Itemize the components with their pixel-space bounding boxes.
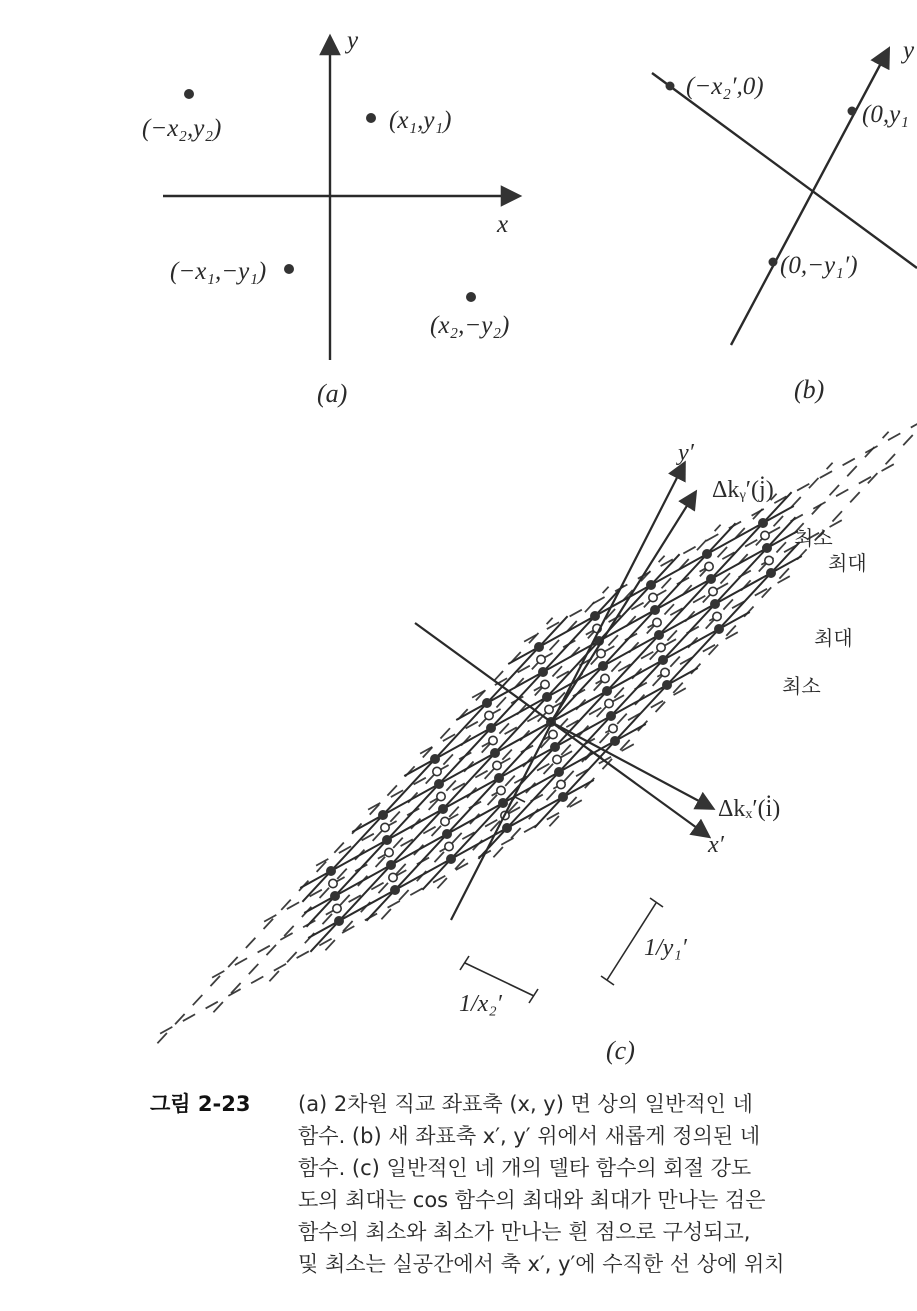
panel-a-point-2 [184,89,194,99]
panel-a-x-label: x [497,211,509,238]
panel-a-point-3-label: (−x₁,−y₁) [170,258,267,285]
panel-c-vector-x-label: Δkₓ′(i̇) [718,796,781,822]
panel-c-lattice [156,401,917,1044]
panel-a-point-3 [284,264,294,274]
scale-x-tick-1 [460,956,469,970]
panel-c-x-axis [415,623,708,836]
max-dot [762,543,772,553]
min-dot [389,873,397,881]
min-dot [609,724,617,732]
min-dot [541,680,549,688]
caption-line: (a) 2차원 직교 좌표축 (x, y) 면 상의 일반적인 네 [298,1092,753,1116]
lattice-line-dashed [213,587,608,1013]
lattice-line-dashed [325,525,720,951]
min-dot [601,674,609,682]
max-dot [482,698,492,708]
min-dot [557,780,565,788]
max-dot [486,723,496,733]
caption-line: 함수. (b) 새 좌표축 x′, y′ 위에서 새롭게 정의된 네 [298,1124,761,1148]
min-dot [445,842,453,850]
caption-line: 함수의 최소와 최소가 만나는 흰 점으로 구성되고, [298,1220,751,1244]
min-dot [653,618,661,626]
min-dot [441,817,449,825]
panel-c-vector-x [551,722,712,808]
panel-b-point-3-label: (0,−y₁′) [780,252,858,279]
min-dot [549,730,557,738]
figure-caption-label: 그림 2-23 [150,1092,251,1116]
max-dot [542,692,552,702]
panel-c-scale-x-label: 1/x₂′ [459,991,502,1017]
max-dot [714,624,724,634]
min-dot [485,711,493,719]
max-dot [558,792,568,802]
panel-c-x-label: x′ [708,832,724,858]
max-dot [442,829,452,839]
max-dot [646,580,656,590]
figure-caption-text [298,1088,785,1280]
max-dot [654,630,664,640]
max-dot [662,680,672,690]
panel-c-caption: (c) [606,1036,635,1065]
min-dot [765,556,773,564]
max-dot [434,779,444,789]
min-dot [761,531,769,539]
panel-a-point-4-label: (x₂,−y₂) [430,312,510,339]
min-dot [493,761,501,769]
max-dot [490,748,500,758]
max-dot [438,804,448,814]
max-dot [658,655,668,665]
max-dot [390,885,400,895]
panel-c-y-axis [451,464,684,920]
panel-c-scale-y-label: 1/y₁′ [644,935,687,961]
max-dot [554,767,564,777]
max-dot [650,605,660,615]
max-dot [706,574,716,584]
panel-a-point-4 [466,292,476,302]
min-dot [597,649,605,657]
max-dot [382,835,392,845]
max-dot [378,810,388,820]
max-dot [430,754,440,764]
caption-line: 도의 최대는 cos 함수의 최대와 최대가 만나는 검은 [298,1188,766,1212]
max-dot [550,742,560,752]
max-dot [590,611,600,621]
panel-c-label-max-mid: 최대 [814,626,853,650]
panel-a-point-2-label: (−x₂,y₂) [142,115,222,142]
max-dot [710,599,720,609]
panel-c-axes [415,464,712,920]
panel-b-point-1 [666,82,675,91]
panel-b-y-label: y [903,37,915,64]
scale-y-tick-1 [650,898,663,907]
panel-b-point-2-label: (0,y₁ [862,101,909,128]
lattice-line-dashed [157,618,552,1044]
min-dot [333,904,341,912]
panel-a-y-label: y [347,27,359,54]
panel-c-scale-bars [460,898,663,1003]
min-dot [649,593,657,601]
min-dot [329,879,337,887]
min-dot [713,612,721,620]
max-dot [602,686,612,696]
panel-c-label-min-mid: 최소 [782,674,821,698]
panel-a-point-1-label: (x₁,y₁) [389,107,452,134]
scale-y-tick-2 [601,976,614,985]
panel-b-point-1-label: (−x₂′,0) [686,73,764,100]
max-dot [534,642,544,652]
max-dot [702,549,712,559]
max-dot [494,773,504,783]
min-dot [537,655,545,663]
min-dot [381,823,389,831]
caption-line: 함수. (c) 일반적인 네 개의 델타 함수의 회절 강도 [298,1156,752,1180]
lattice-line-dashed [437,463,832,889]
panel-b-caption: (b) [794,375,825,404]
max-dot [606,711,616,721]
max-dot [446,854,456,864]
max-dot [334,916,344,926]
min-dot [497,786,505,794]
scale-x-tick-2 [529,989,538,1003]
max-dot [598,661,608,671]
panel-a-caption: (a) [317,379,348,408]
panel-c-y-label: y′ [678,440,694,466]
panel-c-label-max-top: 최대 [828,551,867,575]
min-dot [709,587,717,595]
max-dot [610,736,620,746]
max-dot [330,891,340,901]
max-dot [502,823,512,833]
max-dot [326,866,336,876]
min-dot [705,562,713,570]
max-dot [758,518,768,528]
min-dot [489,736,497,744]
panel-a-point-1 [366,113,376,123]
max-dot [386,860,396,870]
max-dot [498,798,508,808]
min-dot [553,755,561,763]
panel-c-vector-y-label: Δkᵧ′(j̇) [712,477,774,503]
min-dot [657,643,665,651]
max-dot [766,568,776,578]
panel-c-label-min-top: 최소 [794,526,833,550]
min-dot [437,792,445,800]
panel-b-point-2 [848,107,857,116]
panel-b-point-3 [769,258,778,267]
min-dot [545,705,553,713]
min-dot [433,767,441,775]
min-dot [605,699,613,707]
min-dot [385,848,393,856]
min-dot [661,668,669,676]
panel-b-points [666,82,857,267]
caption-line: 및 최소는 실공간에서 축 x′, y′에 수직한 선 상에 위치 [298,1252,785,1276]
max-dot [538,667,548,677]
